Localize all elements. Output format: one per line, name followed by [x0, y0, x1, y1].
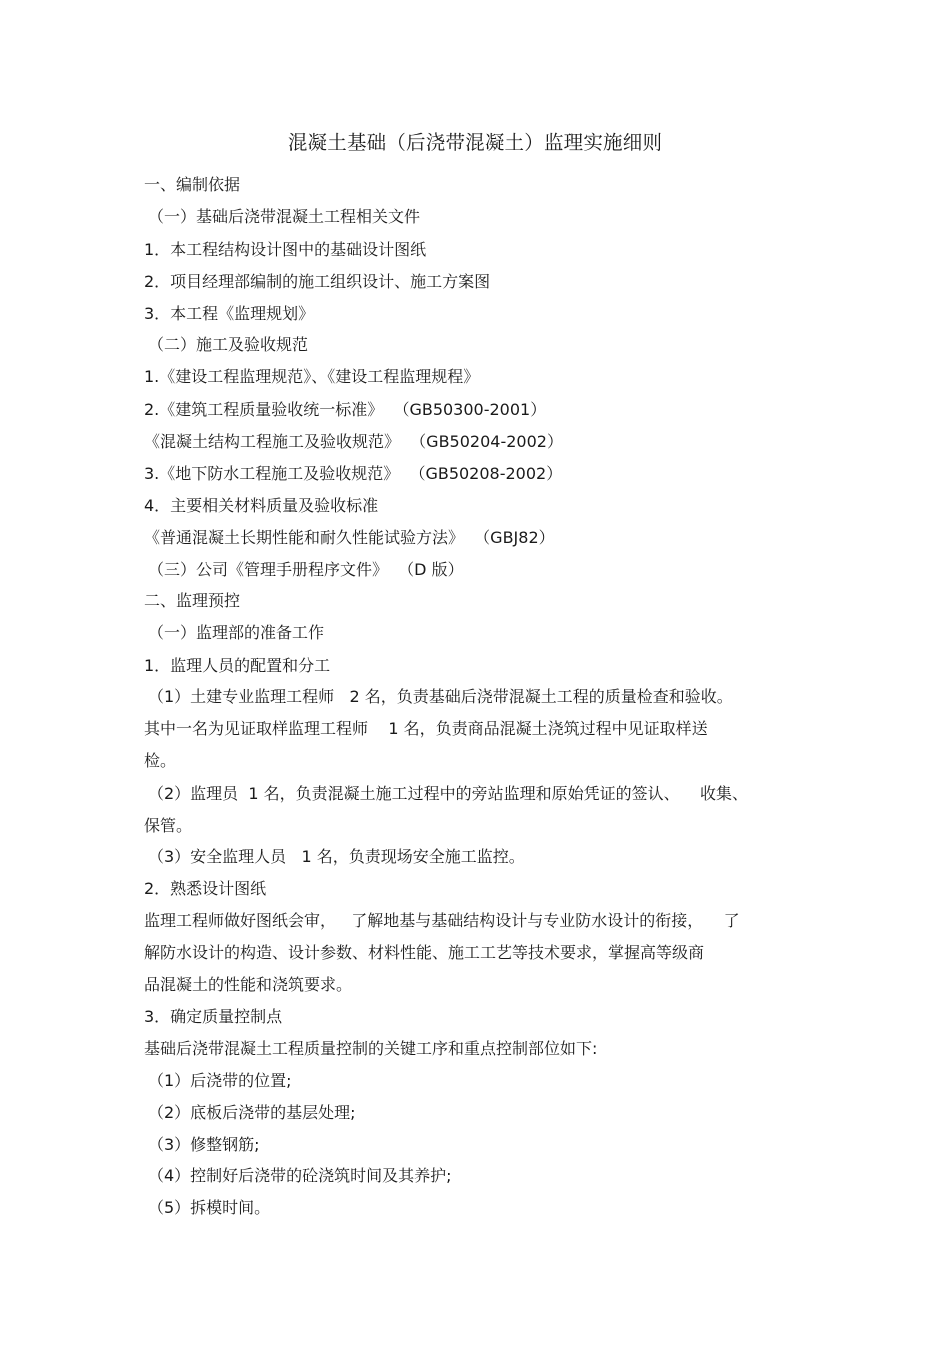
paragraph-line: 基础后浇带混凝土工程质量控制的关键工序和重点控制部位如下:	[144, 1039, 598, 1058]
paragraph-line: 检。	[144, 751, 177, 770]
section-heading-precontrol: 二、监理预控	[144, 591, 241, 610]
list-item: 2．熟悉设计图纸	[144, 879, 267, 898]
list-item: 《混凝土结构工程施工及验收规范》 （GB50204-2002）	[144, 432, 563, 451]
list-item: 《普通混凝土长期性能和耐久性能试验方法》 （GBJ82）	[144, 528, 555, 547]
document-title: 混凝土基础（后浇带混凝土）监理实施细则	[287, 131, 663, 154]
paragraph-line: 品混凝土的性能和浇筑要求。	[144, 975, 353, 994]
list-item: （2）底板后浇带的基层处理;	[148, 1103, 356, 1122]
list-item: 2.《建筑工程质量验收统一标准》 （GB50300-2001）	[144, 400, 547, 419]
paragraph-line: 其中一名为见证取样监理工程师 1 名，负责商品混凝土浇筑过程中见证取样送	[144, 719, 708, 738]
list-item: 3．确定质量控制点	[144, 1007, 283, 1026]
list-item: 2．项目经理部编制的施工组织设计、施工方案图	[144, 272, 491, 291]
paragraph-line: 保管。	[144, 816, 193, 835]
paragraph-line: （1）土建专业监理工程师 2 名，负责基础后浇带混凝土工程的质量检查和验收。	[148, 687, 733, 706]
list-item: 1．本工程结构设计图中的基础设计图纸	[144, 240, 427, 259]
subsection-heading-standards: （二）施工及验收规范	[148, 335, 309, 354]
paragraph-line: 解防水设计的构造、设计参数、材料性能、施工工艺等技术要求，掌握高等级商	[144, 943, 705, 962]
section-heading-basis: 一、编制依据	[144, 175, 241, 194]
list-item: （4）控制好后浇带的砼浇筑时间及其养护;	[148, 1166, 452, 1185]
list-item: 1.《建设工程监理规范》、《建设工程监理规程》	[144, 367, 480, 386]
list-item: 1．监理人员的配置和分工	[144, 656, 331, 675]
list-item: （3）修整钢筋;	[148, 1135, 260, 1154]
list-item: 4．主要相关材料质量及验收标准	[144, 496, 379, 515]
subsection-heading-company-docs: （三）公司《管理手册程序文件》 （D 版）	[148, 560, 464, 579]
list-item: （1）后浇带的位置;	[148, 1071, 292, 1090]
subsection-heading-related-files: （一）基础后浇带混凝土工程相关文件	[148, 207, 421, 226]
paragraph-line: （2）监理员 1 名，负责混凝土施工过程中的旁站监理和原始凭证的签认、 收集、	[148, 784, 748, 803]
subsection-heading-preparation: （一）监理部的准备工作	[148, 623, 325, 642]
list-item: 3．本工程《监理规划》	[144, 304, 315, 323]
paragraph-line: 监理工程师做好图纸会审， 了解地基与基础结构设计与专业防水设计的衔接， 了	[144, 911, 740, 930]
paragraph-line: （3）安全监理人员 1 名，负责现场安全施工监控。	[148, 847, 525, 866]
list-item: 3.《地下防水工程施工及验收规范》 （GB50208-2002）	[144, 464, 563, 483]
list-item: （5）拆模时间。	[148, 1198, 271, 1217]
